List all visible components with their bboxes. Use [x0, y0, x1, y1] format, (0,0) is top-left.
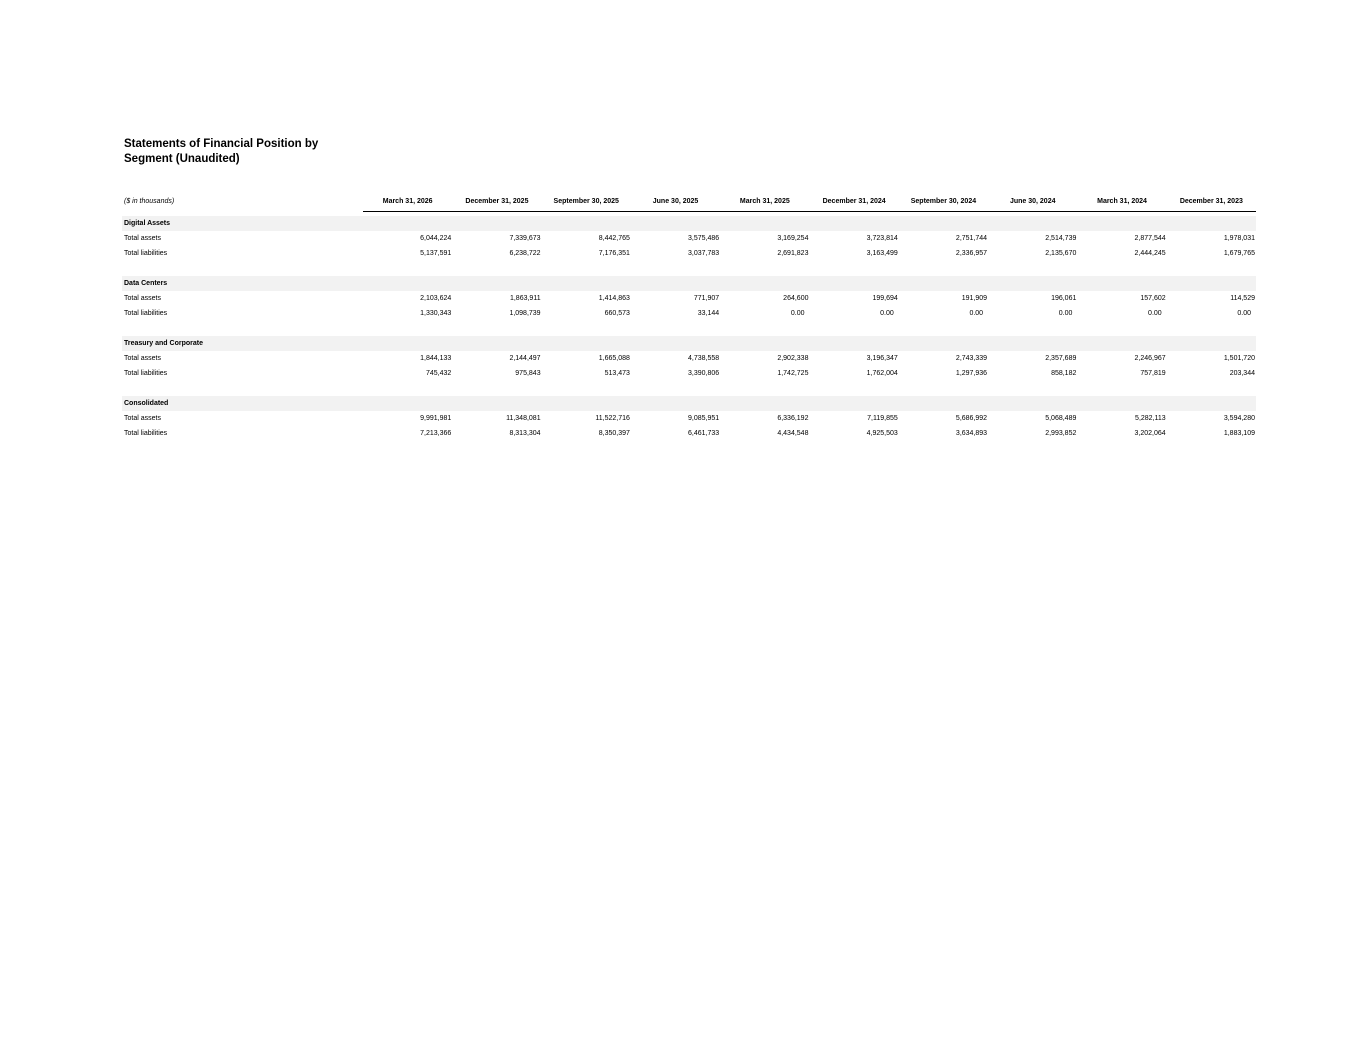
value-cell: 2,751,744 — [955, 235, 988, 242]
value-cell: 7,213,366 — [420, 430, 452, 437]
value-cell: 1,742,725 — [777, 370, 809, 377]
spacer-cell — [122, 261, 1256, 276]
section-header-row — [122, 216, 1256, 231]
value-cell: 11,348,081 — [506, 415, 541, 422]
value-cell: 1,679,765 — [1223, 250, 1255, 257]
value-cell: 2,135,670 — [1045, 250, 1077, 257]
value-cell: 0.00 — [790, 310, 805, 317]
value-cell: 1,883,109 — [1223, 430, 1255, 437]
value-cell: 191,909 — [961, 295, 988, 302]
value-cell: 264,600 — [783, 295, 809, 302]
value-cell: 3,169,254 — [777, 235, 809, 242]
value-cell: 7,176,351 — [598, 250, 630, 257]
value-cell: 3,163,499 — [866, 250, 898, 257]
table-body — [122, 211, 1256, 441]
value-cell: 8,350,397 — [598, 430, 630, 437]
value-cell: 3,202,064 — [1134, 430, 1166, 437]
section-title: Digital Assets — [122, 216, 1256, 231]
section-title: Data Centers — [122, 276, 1256, 291]
title-line-2: Segment (Unaudited) — [124, 152, 240, 165]
value-cell: 1,414,863 — [598, 295, 630, 302]
value-cell: 3,037,783 — [688, 250, 720, 257]
column-header: December 31, 2023 — [1167, 192, 1256, 211]
value-cell: 114,529 — [1230, 295, 1255, 302]
value-cell: 3,575,486 — [688, 235, 720, 242]
value-cell: 1,098,739 — [509, 310, 541, 317]
value-cell: 11,522,716 — [595, 415, 630, 422]
section-spacer — [122, 261, 1256, 276]
value-cell: 9,991,981 — [420, 415, 452, 422]
value-cell: 7,119,855 — [867, 415, 898, 422]
table-row — [122, 246, 1256, 261]
value-cell: 4,434,548 — [777, 430, 809, 437]
column-header: June 30, 2024 — [988, 192, 1077, 211]
value-cell: 2,743,339 — [955, 355, 988, 362]
value-cell: 196,061 — [1051, 295, 1077, 302]
value-cell: 1,665,088 — [598, 355, 630, 362]
value-cell: 1,978,031 — [1223, 235, 1255, 242]
value-cell: 8,442,765 — [598, 235, 630, 242]
value-cell: 2,357,689 — [1045, 355, 1077, 362]
value-cell: 2,993,852 — [1045, 430, 1077, 437]
value-cell: 513,473 — [604, 370, 630, 377]
column-header: December 31, 2024 — [809, 192, 898, 211]
row-label: Total assets — [124, 415, 161, 422]
column-header: March 31, 2026 — [363, 192, 452, 211]
value-cell: 757,819 — [1140, 370, 1166, 377]
column-header: December 31, 2025 — [452, 192, 541, 211]
value-cell: 5,068,489 — [1045, 415, 1077, 422]
value-cell: 9,085,951 — [688, 415, 720, 422]
value-cell: 660,573 — [604, 310, 630, 317]
value-cell: 203,344 — [1229, 370, 1255, 377]
column-header: March 31, 2024 — [1077, 192, 1166, 211]
table-row — [122, 426, 1256, 441]
column-header: June 30, 2025 — [631, 192, 720, 211]
value-cell: 1,501,720 — [1223, 355, 1255, 362]
row-label: Total liabilities — [124, 310, 168, 317]
value-cell: 3,594,280 — [1223, 415, 1255, 422]
spacer-cell — [122, 381, 1256, 396]
financial-position-table — [122, 192, 1256, 441]
value-cell: 3,390,806 — [688, 370, 720, 377]
value-cell: 0.00 — [1148, 310, 1162, 317]
value-cell: 6,336,192 — [777, 415, 809, 422]
value-cell: 1,844,133 — [420, 355, 452, 362]
value-cell: 2,246,967 — [1134, 355, 1166, 362]
table-row — [122, 411, 1256, 426]
section-spacer — [122, 321, 1256, 336]
value-cell: 2,444,245 — [1134, 250, 1166, 257]
value-cell: 4,925,503 — [866, 430, 898, 437]
value-cell: 8,313,304 — [509, 430, 541, 437]
value-cell: 2,103,624 — [420, 295, 452, 302]
value-cell: 6,461,733 — [688, 430, 720, 437]
column-header: September 30, 2025 — [542, 192, 631, 211]
row-label: Total liabilities — [124, 430, 168, 437]
value-cell: 3,723,814 — [866, 235, 898, 242]
value-cell: 2,691,823 — [777, 250, 809, 257]
value-cell: 2,877,544 — [1134, 235, 1166, 242]
value-cell: 0.00 — [880, 310, 894, 317]
value-cell: 157,602 — [1140, 295, 1166, 302]
value-cell: 0.00 — [969, 310, 984, 317]
value-cell: 6,044,224 — [420, 235, 452, 242]
value-cell: 7,339,673 — [509, 235, 541, 242]
value-cell: 4,738,558 — [688, 355, 720, 362]
row-label: Total assets — [124, 355, 161, 362]
value-cell: 33,144 — [697, 310, 720, 317]
value-cell: 2,144,497 — [509, 355, 541, 362]
column-header: September 30, 2024 — [899, 192, 988, 211]
value-cell: 2,902,338 — [777, 355, 809, 362]
spacer-cell — [122, 321, 1256, 336]
value-cell: 5,282,113 — [1135, 415, 1166, 422]
value-cell: 771,907 — [693, 295, 720, 302]
value-cell: 1,297,936 — [955, 370, 988, 377]
value-cell: 5,137,591 — [420, 250, 452, 257]
value-cell: 6,238,722 — [509, 250, 541, 257]
section-header-row — [122, 396, 1256, 411]
title-line-1: Statements of Financial Position by — [124, 138, 319, 150]
value-cell: 1,863,911 — [509, 295, 541, 302]
section-title: Consolidated — [122, 396, 1256, 411]
value-cell: 2,336,957 — [955, 250, 988, 257]
value-cell: 975,843 — [515, 370, 541, 377]
value-cell: 3,196,347 — [866, 355, 898, 362]
column-header: March 31, 2025 — [720, 192, 809, 211]
section-header-row — [122, 336, 1256, 351]
value-cell: 1,762,004 — [866, 370, 898, 377]
table-row — [122, 306, 1256, 321]
row-label: Total liabilities — [124, 370, 168, 377]
table-row — [122, 231, 1256, 246]
page-title — [124, 137, 364, 166]
section-spacer — [122, 381, 1256, 396]
table-row — [122, 291, 1256, 306]
value-cell: 3,634,893 — [955, 430, 988, 437]
header-row — [122, 192, 1256, 211]
value-cell: 0.00 — [1058, 310, 1073, 317]
table-row — [122, 366, 1256, 381]
table-row — [122, 351, 1256, 366]
value-cell: 199,694 — [872, 295, 898, 302]
value-cell: 858,182 — [1051, 370, 1077, 377]
row-label: Total assets — [124, 235, 161, 242]
value-cell: 5,686,992 — [955, 415, 988, 422]
value-cell: 745,432 — [425, 370, 452, 377]
value-cell: 0.00 — [1237, 310, 1251, 317]
section-title: Treasury and Corporate — [122, 336, 1256, 351]
row-label: Total liabilities — [124, 250, 168, 257]
row-label: Total assets — [124, 295, 161, 302]
value-cell: 1,330,343 — [420, 310, 452, 317]
value-cell: 2,514,739 — [1045, 235, 1077, 242]
units-label: ($ in thousands) — [124, 198, 175, 205]
section-header-row — [122, 276, 1256, 291]
